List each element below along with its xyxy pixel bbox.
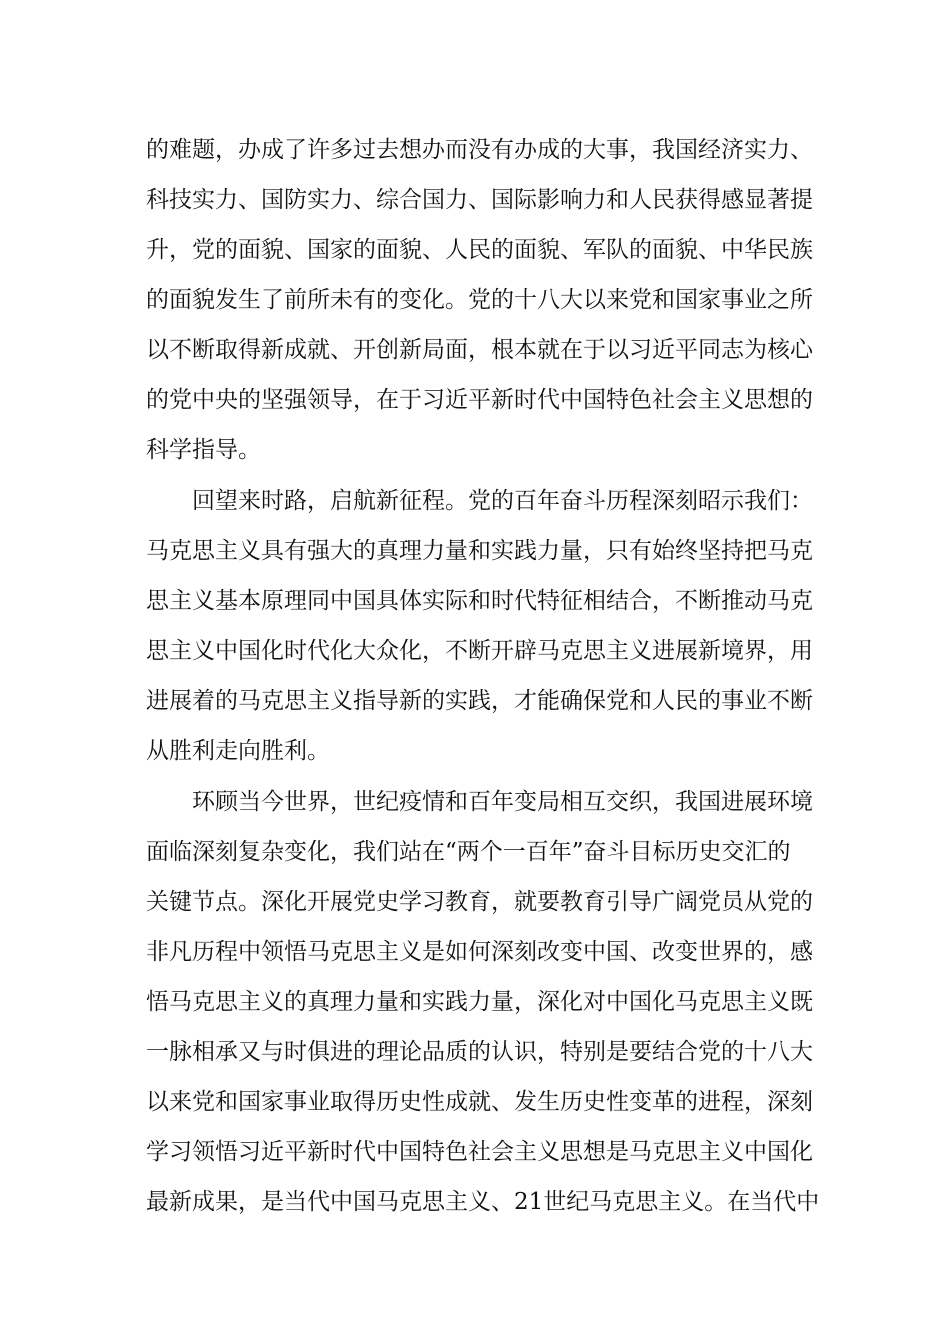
- text-line: 升，党的面貌、国家的面貌、人民的面貌、军队的面貌、中华民族: [146, 237, 813, 263]
- paragraph-first-line: 回望来时路，启航新征程。党的百年奋斗历程深刻昭示我们：: [192, 488, 813, 514]
- text-line: 学习领悟习近平新时代中国特色社会主义思想是马克思主义中国化: [146, 1139, 813, 1165]
- text-line: 思主义基本原理同中国具体实际和时代特征相结合，不断推动马克: [146, 588, 813, 614]
- text-line: 科技实力、国防实力、综合国力、国际影响力和人民获得感显著提: [146, 187, 813, 213]
- text-line: 马克思主义具有强大的真理力量和实践力量，只有始终坚持把马克: [146, 538, 813, 564]
- text-line: 以来党和国家事业取得历史性成就、发生历史性变革的进程，深刻: [146, 1089, 813, 1115]
- text-line: 面临深刻复杂变化，我们站在“两个一百年”奋斗目标历史交汇的: [146, 839, 791, 865]
- text-line: 的党中央的坚强领导，在于习近平新时代中国特色社会主义思想的: [146, 387, 813, 413]
- text-line: 科学指导。: [146, 437, 261, 463]
- text-line: 思主义中国化时代化大众化，不断开辟马克思主义进展新境界，用: [146, 638, 813, 664]
- paragraph-first-line: 环顾当今世界，世纪疫情和百年变局相互交织，我国进展环境: [192, 789, 813, 815]
- text-line: 关键节点。深化开展党史学习教育，就要教育引导广阔党员从党的: [146, 889, 813, 915]
- text-line: 以不断取得新成就、开创新局面，根本就在于以习近平同志为核心: [146, 337, 813, 363]
- text-line: 的面貌发生了前所未有的变化。党的十八大以来党和国家事业之所: [146, 287, 813, 313]
- text-line: 一脉相承又与时俱进的理论品质的认识，特别是要结合党的十八大: [146, 1039, 813, 1065]
- text-line: 最新成果，是当代中国马克思主义、21世纪马克思主义。在当代中: [146, 1189, 820, 1215]
- text-line: 进展着的马克思主义指导新的实践，才能确保党和人民的事业不断: [146, 688, 813, 714]
- text-line: 悟马克思主义的真理力量和实践力量，深化对中国化马克思主义既: [146, 989, 813, 1015]
- text-line: 的难题，办成了许多过去想办而没有办成的大事，我国经济实力、: [146, 137, 813, 163]
- text-line: 非凡历程中领悟马克思主义是如何深刻改变中国、改变世界的，感: [146, 939, 813, 965]
- text-line: 从胜利走向胜利。: [146, 738, 330, 764]
